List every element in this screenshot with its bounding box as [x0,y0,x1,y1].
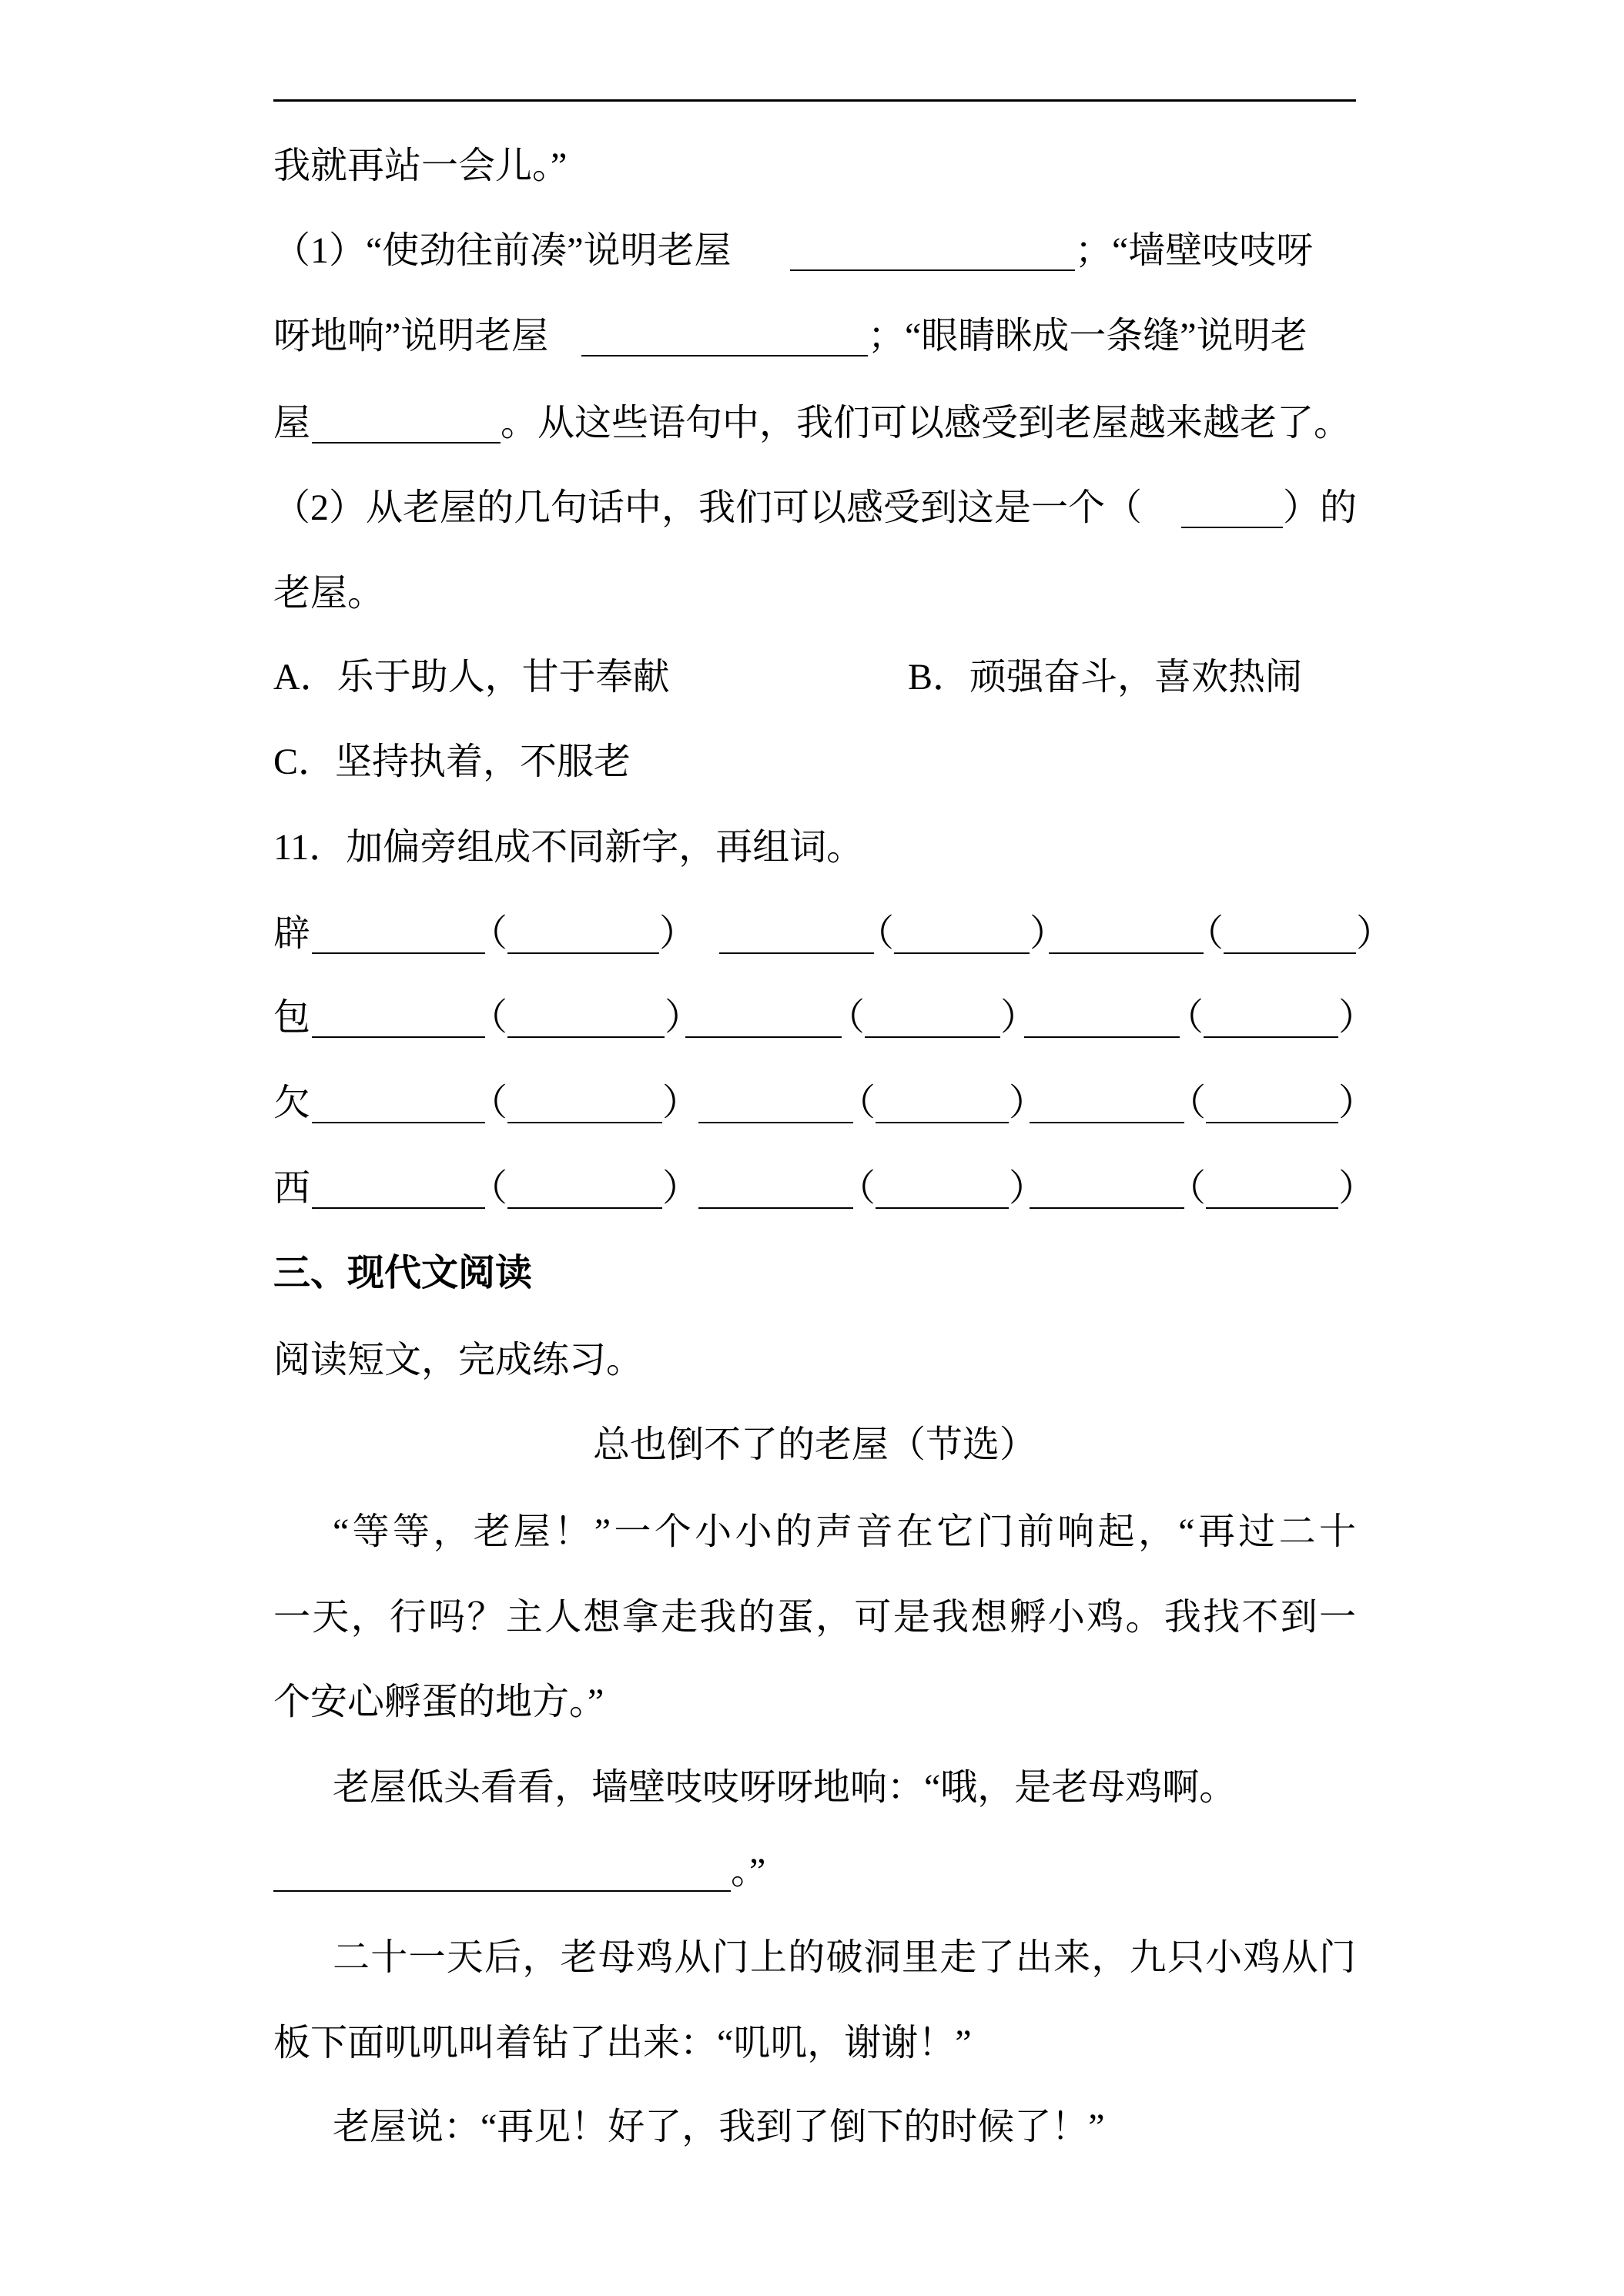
open-paren: （ [856,913,894,954]
passage-line [273,1849,1356,1895]
word-blank [507,911,659,954]
open-paren: （ [470,997,507,1038]
option-c: C．坚持执着，不服老 [273,741,631,782]
q10-part1-line1 [273,228,1356,274]
close-paren: ） [1338,1083,1376,1123]
q10-part2-line1 [273,485,1356,531]
q11-row [273,995,1376,1041]
option-b: B．顽强奋斗，喜欢热闹 [908,657,1303,698]
answer-blank [312,400,501,443]
close-paren: ） [665,997,702,1038]
answer-blank [790,228,1075,271]
section-instruction: 阅读短文，完成练习。 [273,1340,644,1381]
new-char-blank [312,1080,485,1123]
open-paren: （ [1166,997,1204,1038]
q11-row [273,1166,1376,1212]
word-blank [876,1166,1009,1209]
q10-part1-text: 屋 [273,403,311,443]
passage-line: 老屋低头看看，墙壁吱吱呀呀地响：“哦，是老母鸡啊。 [333,1767,1237,1808]
open-paren: （ [838,1168,876,1209]
close-paren: ） [1356,913,1394,954]
passage-continued-line: 我就再站一会儿。” [273,146,568,186]
q10-part2-line2: 老屋。 [273,573,385,614]
open-paren: （ [470,1083,507,1123]
open-paren: （ [827,997,865,1038]
new-char-blank [685,995,842,1038]
word-blank [1206,1166,1338,1209]
option-a: A．乐于助人，甘于奉献 [273,657,670,698]
close-paren: ） [1338,997,1376,1038]
q10-part1-text: （1）“使劲往前凑”说明老屋 [273,230,732,271]
base-char: 欠 [273,1083,311,1123]
close-paren: ） [662,1083,700,1123]
answer-blank [581,313,868,356]
word-blank [507,1166,662,1209]
new-char-blank [698,1080,853,1123]
passage-line: 板下面叽叽叫着钻了出来：“叽叽，谢谢！” [273,2023,972,2063]
base-char: 辟 [273,913,311,954]
passage-line: 个安心孵蛋的地方。” [273,1682,604,1722]
q10-part1-text: ；“眼睛眯成一条缝”说明老 [868,316,1308,356]
open-paren: （ [470,1168,507,1209]
open-paren: （ [838,1083,876,1123]
open-paren: （ [1186,913,1224,954]
q10-part2-text: （2）从老屋的几句话中，我们可以感受到这是一个（ [273,487,1143,528]
section-heading: 三、现代文阅读 [273,1253,533,1294]
word-blank [507,1080,662,1123]
passage-title: 总也倒不了的老屋（节选） [592,1424,1036,1465]
word-blank [1204,995,1338,1038]
q11-row [273,911,1394,957]
q10-part1-line2 [273,313,1356,360]
passage-line: 老屋说：“再见！好了，我到了倒下的时候了！” [333,2107,1105,2147]
new-char-blank [1024,995,1180,1038]
close-paren: ） [1009,1083,1046,1123]
new-char-blank [312,995,485,1038]
new-char-blank [312,911,485,954]
word-blank [507,995,665,1038]
close-paren: ） [1030,913,1067,954]
new-char-blank [1030,1166,1184,1209]
close-paren: ） [662,1168,700,1209]
word-blank [1224,911,1356,954]
new-char-blank [1049,911,1204,954]
passage-line: 二十一天后，老母鸡从门上的破洞里走了出来，九只小鸡从门 [333,1937,1356,1978]
q10-part2-text: ）的 [1283,487,1358,528]
q10-part1-text: 呀地响”说明老屋 [273,316,549,356]
close-paren: ） [1000,997,1038,1038]
open-paren: （ [1168,1168,1206,1209]
q11-prompt: 11．加偏旁组成不同新字，再组词。 [273,827,864,868]
new-char-blank [312,1166,485,1209]
word-blank [1206,1080,1338,1123]
word-blank [876,1080,1009,1123]
open-paren: （ [470,913,507,954]
new-char-blank [719,911,874,954]
answer-blank [1181,485,1283,528]
new-char-blank [1030,1080,1184,1123]
word-blank [894,911,1030,954]
new-char-blank [698,1166,853,1209]
close-paren: ） [1338,1168,1376,1209]
base-char: 西 [273,1168,311,1209]
q10-part1-text: ；“墙壁吱吱呀 [1075,230,1314,271]
word-blank [865,995,1000,1038]
passage-line: “等等，老屋！”一个小小的声音在它门前响起，“再过二十 [333,1511,1356,1552]
close-paren: ） [1009,1168,1046,1209]
q10-part1-text: 。从这些语句中，我们可以感受到老屋越来越老了。 [501,403,1351,443]
answer-blank [273,1849,731,1892]
header-rule [273,99,1356,102]
q10-part1-line3 [273,400,1356,447]
passage-text: 。” [731,1851,766,1892]
base-char: 包 [273,997,311,1038]
close-paren: ） [659,913,697,954]
passage-line: 一天，行吗？主人想拿走我的蛋，可是我想孵小鸡。我找不到一 [273,1597,1356,1638]
open-paren: （ [1168,1083,1206,1123]
q11-row [273,1080,1376,1126]
